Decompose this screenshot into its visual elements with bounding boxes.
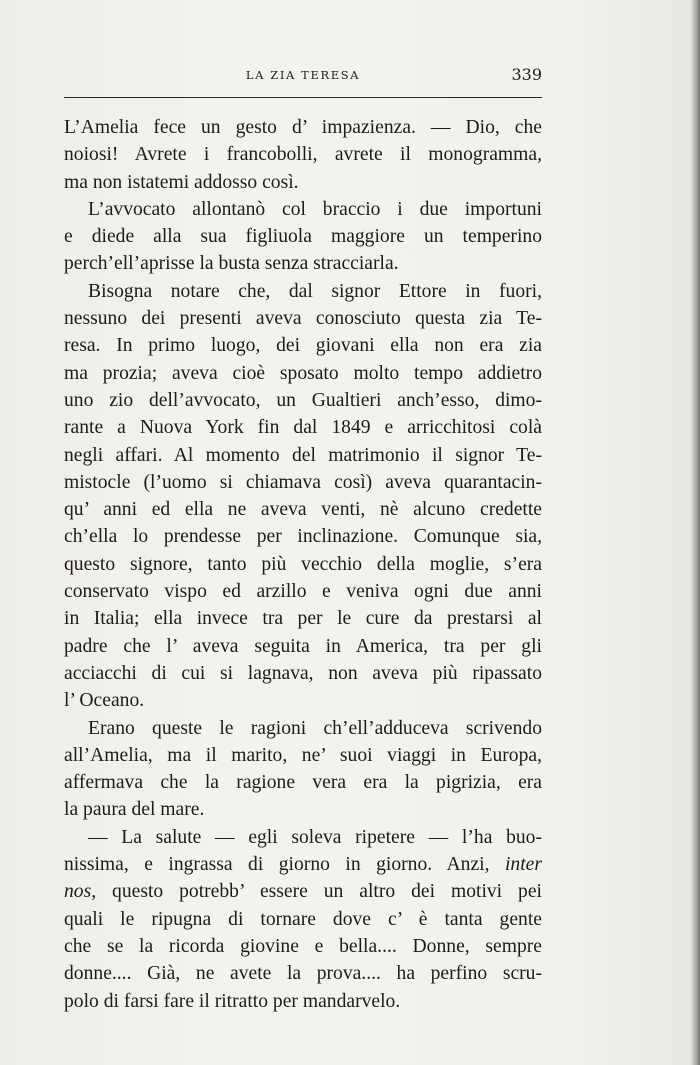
running-title: LA ZIA TERESA (245, 68, 361, 82)
text-line: Bisogna notare che, dal signor Ettore in fuori, (88, 280, 542, 302)
text-line: la paura del mare. (64, 799, 205, 821)
text-line: quali le ripugna di tornare dove c’ è tanta gente (64, 908, 542, 930)
header-rule (64, 97, 542, 98)
text-line: l’ Oceano. (64, 690, 145, 712)
italic-phrase: inter (504, 854, 542, 876)
text-segment: nissima, e ingrassa di giorno in giorno. Anzi, (64, 854, 490, 876)
text-line: ma non istatemi addosso così. (64, 171, 299, 193)
text-line: L’avvocato allontanò col braccio i due importuni (88, 198, 542, 220)
text-line: Erano queste le ragioni ch’ell’adduceva scrivendo (88, 717, 542, 739)
body-text (64, 114, 542, 1015)
text-line: nessuno dei presenti aveva conosciuto questa zia Te- (64, 308, 542, 330)
page-number: 339 (511, 65, 542, 84)
italic-phrase: nos, (64, 881, 97, 903)
text-line: perch’ell’aprisse la busta senza stracciarla. (64, 253, 399, 275)
text-line: acciacchi di cui si lagnava, non aveva più ripassato (64, 662, 542, 684)
text-line: ma prozia; aveva cioè sposato molto tempo addietro (64, 362, 542, 384)
text-line: noiosi! Avrete i francobolli, avrete il monogramma, (64, 144, 542, 166)
text-segment: questo potrebb’ essere un altro dei motivi pei (112, 881, 542, 903)
text-line: polo di farsi fare il ritratto per mandarvelo. (64, 990, 401, 1012)
text-line: L’Amelia fece un gesto d’ impazienza. — Dio, che (64, 117, 542, 138)
text-line: ch’ella lo prendesse per inclinazione. Comunque sia, (64, 526, 542, 548)
text-line: che se la ricorda giovine e bella.... Donne, sempre (64, 935, 542, 957)
text-line: qu’ anni ed ella ne aveva venti, nè alcuno credette (64, 499, 542, 521)
text-line: rante a Nuova York fin dal 1849 e arricchitosi colà (64, 417, 542, 439)
text-line: affermava che la ragione vera era la pigrizia, era (64, 772, 542, 794)
running-header (64, 66, 542, 90)
text-line: uno zio dell’avvocato, un Gualtieri anch’esso, dimo- (64, 389, 542, 411)
text-line: conservato vispo ed arzillo e veniva ogni due anni (64, 581, 542, 603)
text-line-mixed (64, 851, 542, 878)
text-line: — La salute — egli soleva ripetere — l’ha buo- (88, 826, 542, 848)
text-line: all’Amelia, ma il marito, ne’ suoi viaggi in Europa, (64, 744, 542, 766)
text-line: negli affari. Al momento del matrimonio il signor Te- (64, 444, 542, 466)
text-line: padre che l’ aveva seguita in America, tra per gli (64, 635, 542, 657)
text-line: e diede alla sua figliuola maggiore un temperino (64, 226, 542, 248)
text-line: mistocle (l’uomo si chiamava così) aveva quarantacin- (64, 471, 542, 493)
text-line: questo signore, tanto più vecchio della moglie, s’era (64, 553, 542, 575)
text-line: resa. In primo luogo, dei giovani ella non era zia (64, 335, 542, 357)
text-line: in Italia; ella invece tra per le cure da prestarsi al (64, 608, 542, 630)
text-line: donne.... Già, ne avete la prova.... ha perfino scru- (64, 963, 542, 985)
page-edge-shadow (690, 0, 700, 1065)
text-line-mixed (64, 878, 542, 905)
